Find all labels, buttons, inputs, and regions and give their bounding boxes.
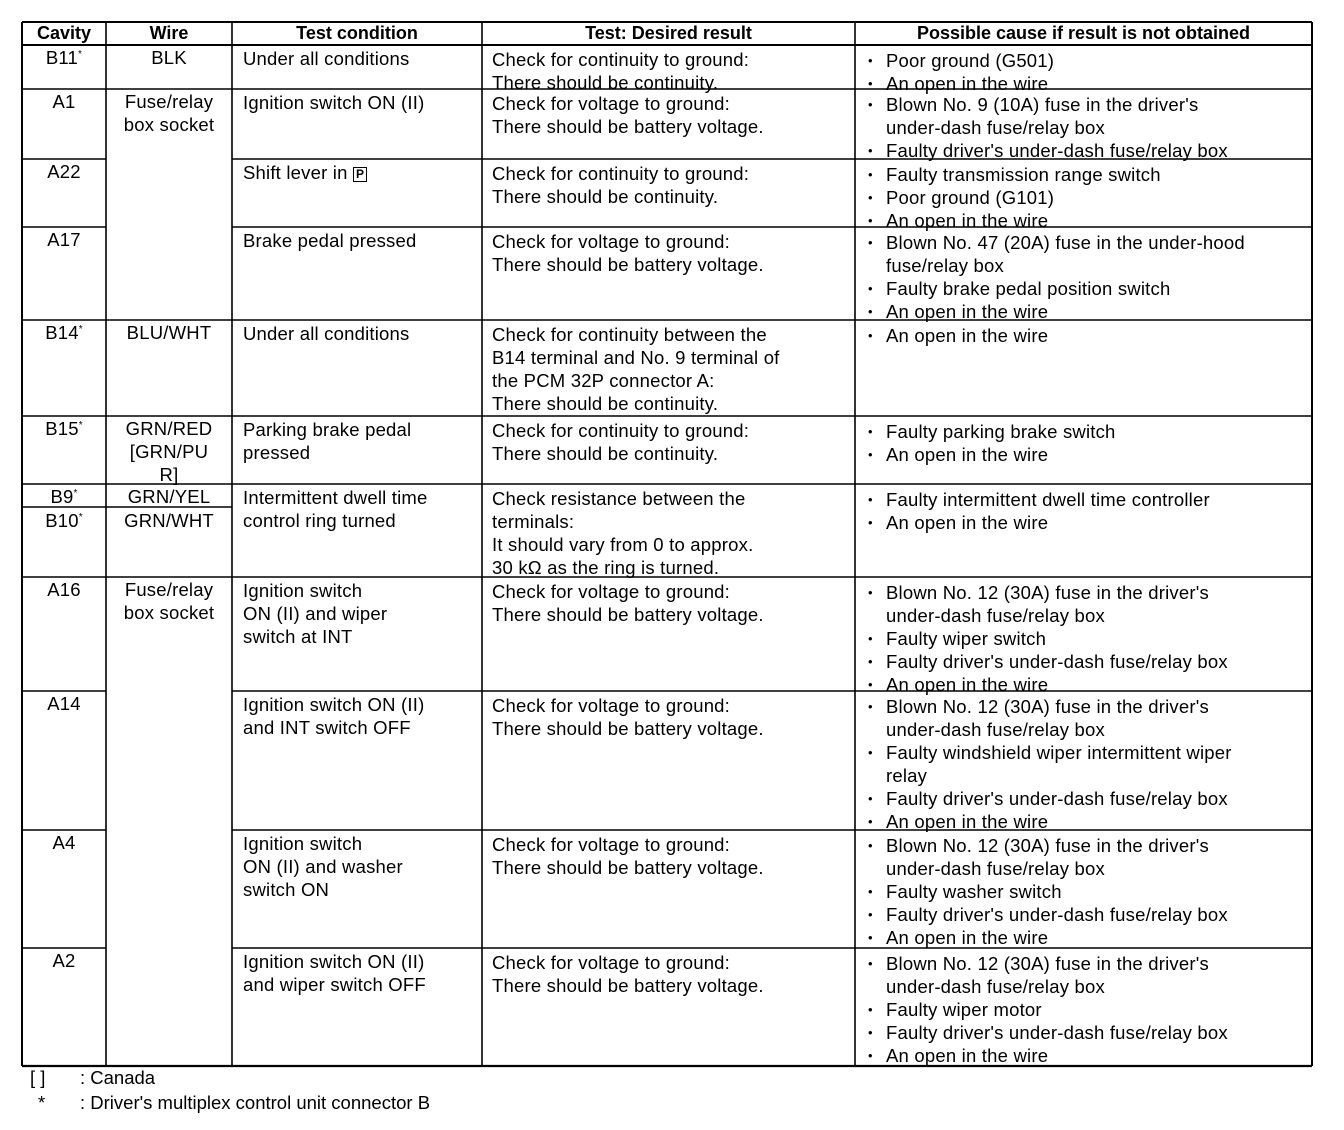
- test-condition-line: control ring turned: [243, 510, 396, 531]
- desired-result-line: There should be battery voltage.: [492, 718, 764, 739]
- possible-cause-line: Faulty washer switch: [886, 881, 1062, 902]
- test-condition-line: Shift lever in P: [243, 161, 367, 184]
- desired-result-line: Check resistance between the: [492, 488, 746, 509]
- possible-cause-line: relay: [886, 765, 928, 786]
- test-condition-line: switch ON: [243, 879, 330, 900]
- possible-cause-line: Poor ground (G501): [886, 50, 1055, 71]
- desired-result-line: B14 terminal and No. 9 terminal of: [492, 347, 780, 368]
- desired-result-line: 30 kΩ as the ring is turned.: [492, 557, 720, 578]
- cavity-cell: B14*: [45, 322, 83, 343]
- possible-cause-line: Blown No. 12 (30A) fuse in the driver's: [886, 582, 1209, 603]
- wire-cell: R]: [159, 464, 179, 485]
- cavity-cell: A1: [52, 91, 76, 112]
- bullet-icon: •: [868, 654, 873, 669]
- bullet-icon: •: [868, 699, 873, 714]
- desired-result-line: There should be continuity.: [492, 393, 719, 414]
- possible-cause-line: Faulty driver's under-dash fuse/relay box: [886, 651, 1228, 672]
- possible-cause-line: An open in the wire: [886, 73, 1049, 94]
- bullet-icon: •: [868, 791, 873, 806]
- possible-cause-line: under-dash fuse/relay box: [886, 976, 1105, 997]
- bullet-icon: •: [868, 838, 873, 853]
- possible-cause-line: Faulty wiper switch: [886, 628, 1047, 649]
- bullet-icon: •: [868, 1025, 873, 1040]
- footnote-marker: *: [73, 487, 78, 499]
- desired-result-line: There should be battery voltage.: [492, 116, 764, 137]
- desired-result-line: the PCM 32P connector A:: [492, 370, 715, 391]
- test-condition-line: Ignition switch ON (II): [243, 92, 425, 113]
- possible-cause-line: Blown No. 9 (10A) fuse in the driver's: [886, 94, 1199, 115]
- bullet-icon: •: [868, 745, 873, 760]
- desired-result-line: Check for voltage to ground:: [492, 834, 731, 855]
- test-condition-line: Ignition switch: [243, 580, 363, 601]
- possible-cause-line: Faulty intermittent dwell time controller: [886, 489, 1210, 510]
- header-test-condition: Test condition: [296, 23, 418, 43]
- wire-cell: BLU/WHT: [126, 322, 212, 343]
- footnote-marker: *: [78, 48, 83, 60]
- footnote-marker: *: [78, 511, 83, 523]
- possible-cause-line: Blown No. 47 (20A) fuse in the under-hood: [886, 232, 1245, 253]
- possible-cause-line: Faulty wiper motor: [886, 999, 1042, 1020]
- bullet-icon: •: [868, 235, 873, 250]
- bullet-icon: •: [868, 956, 873, 971]
- possible-cause-line: An open in the wire: [886, 674, 1049, 695]
- possible-cause-line: under-dash fuse/relay box: [886, 117, 1105, 138]
- test-condition-line: Ignition switch: [243, 833, 363, 854]
- header-wire: Wire: [149, 23, 189, 43]
- bullet-icon: •: [868, 167, 873, 182]
- desired-result-line: There should be continuity.: [492, 186, 719, 207]
- desired-result-line: terminals:: [492, 511, 575, 532]
- desired-result-line: Check for continuity to ground:: [492, 163, 750, 184]
- test-condition-line: ON (II) and washer: [243, 856, 403, 877]
- footnote-symbol: [ ]: [30, 1067, 46, 1088]
- bullet-icon: •: [868, 281, 873, 296]
- possible-cause-line: An open in the wire: [886, 210, 1049, 231]
- possible-cause-line: Faulty driver's under-dash fuse/relay box: [886, 904, 1228, 925]
- footnote-marker: *: [78, 419, 83, 431]
- cavity-cell: A4: [52, 832, 76, 853]
- test-condition-line: Brake pedal pressed: [243, 230, 417, 251]
- possible-cause-line: Faulty parking brake switch: [886, 421, 1116, 442]
- wire-cell: GRN/YEL: [127, 486, 211, 507]
- possible-cause-line: under-dash fuse/relay box: [886, 858, 1105, 879]
- wire-cell: [GRN/PU: [129, 441, 209, 462]
- bullet-icon: •: [868, 814, 873, 829]
- bullet-icon: •: [868, 424, 873, 439]
- test-condition-line: Parking brake pedal: [243, 419, 412, 440]
- desired-result-line: It should vary from 0 to approx.: [492, 534, 754, 555]
- desired-result-line: Check for continuity between the: [492, 324, 767, 345]
- wire-cell: Fuse/relay: [124, 579, 214, 600]
- bullet-icon: •: [868, 213, 873, 228]
- wire-cell: Fuse/relay: [124, 91, 214, 112]
- desired-result-line: Check for continuity to ground:: [492, 420, 750, 441]
- cavity-cell: B15*: [45, 418, 83, 439]
- cavity-cell: B11*: [45, 47, 83, 68]
- possible-cause-line: Faulty driver's under-dash fuse/relay box: [886, 788, 1228, 809]
- bullet-icon: •: [868, 631, 873, 646]
- wire-cell: box socket: [123, 114, 215, 135]
- bullet-icon: •: [868, 76, 873, 91]
- possible-cause-line: Faulty brake pedal position switch: [886, 278, 1171, 299]
- cavity-cell: A16: [47, 579, 81, 600]
- bullet-icon: •: [868, 53, 873, 68]
- wire-cell: box socket: [123, 602, 215, 623]
- test-condition-line: and INT switch OFF: [243, 717, 411, 738]
- desired-result-line: There should be battery voltage.: [492, 857, 764, 878]
- possible-cause-line: An open in the wire: [886, 325, 1049, 346]
- test-condition-line: Under all conditions: [243, 323, 410, 344]
- possible-cause-line: Faulty driver's under-dash fuse/relay box: [886, 140, 1228, 161]
- possible-cause-line: Poor ground (G101): [886, 187, 1055, 208]
- bullet-icon: •: [868, 328, 873, 343]
- bullet-icon: •: [868, 190, 873, 205]
- possible-cause-line: under-dash fuse/relay box: [886, 719, 1105, 740]
- possible-cause-line: An open in the wire: [886, 301, 1049, 322]
- desired-result-line: There should be battery voltage.: [492, 604, 764, 625]
- header-possible-cause: Possible cause if result is not obtained: [916, 23, 1251, 43]
- desired-result-line: There should be battery voltage.: [492, 975, 764, 996]
- test-condition-line: ON (II) and wiper: [243, 603, 388, 624]
- cavity-cell: B9*: [50, 486, 78, 507]
- possible-cause-line: An open in the wire: [886, 927, 1049, 948]
- bullet-icon: •: [868, 304, 873, 319]
- possible-cause-line: Blown No. 12 (30A) fuse in the driver's: [886, 696, 1209, 717]
- footnote-symbol: *: [38, 1092, 46, 1113]
- desired-result-line: Check for voltage to ground:: [492, 231, 731, 252]
- bullet-icon: •: [868, 585, 873, 600]
- possible-cause-line: An open in the wire: [886, 1045, 1049, 1066]
- bullet-icon: •: [868, 677, 873, 692]
- desired-result-line: Check for voltage to ground:: [492, 952, 731, 973]
- desired-result-line: There should be continuity.: [492, 72, 719, 93]
- test-condition-line: switch at INT: [243, 626, 353, 647]
- cavity-cell: B10*: [45, 510, 83, 531]
- cavity-cell: A17: [47, 229, 81, 250]
- possible-cause-line: Faulty windshield wiper intermittent wiper: [886, 742, 1232, 763]
- desired-result-line: Check for voltage to ground:: [492, 93, 731, 114]
- possible-cause-line: under-dash fuse/relay box: [886, 605, 1105, 626]
- test-condition-line: pressed: [243, 442, 311, 463]
- footnote-marker: *: [78, 323, 83, 335]
- test-condition-line: Under all conditions: [243, 48, 410, 69]
- test-condition-line: and wiper switch OFF: [243, 974, 426, 995]
- possible-cause-line: An open in the wire: [886, 811, 1049, 832]
- bullet-icon: •: [868, 907, 873, 922]
- bullet-icon: •: [868, 447, 873, 462]
- test-condition-line: Intermittent dwell time: [243, 487, 428, 508]
- desired-result-line: Check for voltage to ground:: [492, 581, 731, 602]
- wire-cell: BLK: [151, 47, 187, 68]
- test-condition-line: Ignition switch ON (II): [243, 951, 425, 972]
- test-condition-line: Ignition switch ON (II): [243, 694, 425, 715]
- desired-result-line: Check for voltage to ground:: [492, 695, 731, 716]
- cavity-cell: A22: [47, 161, 81, 182]
- cavity-cell: A2: [52, 950, 76, 971]
- desired-result-line: There should be continuity.: [492, 443, 719, 464]
- bullet-icon: •: [868, 143, 873, 158]
- bullet-icon: •: [868, 884, 873, 899]
- bullet-icon: •: [868, 97, 873, 112]
- possible-cause-line: An open in the wire: [886, 444, 1049, 465]
- desired-result-line: Check for continuity to ground:: [492, 49, 750, 70]
- bullet-icon: •: [868, 930, 873, 945]
- header-cavity: Cavity: [36, 23, 92, 43]
- wire-cell: GRN/WHT: [124, 510, 214, 531]
- bullet-icon: •: [868, 1048, 873, 1063]
- possible-cause-line: Faulty driver's under-dash fuse/relay box: [886, 1022, 1228, 1043]
- possible-cause-line: Blown No. 12 (30A) fuse in the driver's: [886, 835, 1209, 856]
- possible-cause-line: An open in the wire: [886, 512, 1049, 533]
- bullet-icon: •: [868, 1002, 873, 1017]
- shift-position-p-icon: P: [353, 167, 367, 182]
- bullet-icon: •: [868, 492, 873, 507]
- bullet-icon: •: [868, 515, 873, 530]
- cavity-cell: A14: [47, 693, 81, 714]
- footnote-text: : Canada: [80, 1067, 156, 1088]
- possible-cause-line: Faulty transmission range switch: [886, 164, 1161, 185]
- possible-cause-line: fuse/relay box: [886, 255, 1004, 276]
- possible-cause-line: Blown No. 12 (30A) fuse in the driver's: [886, 953, 1209, 974]
- desired-result-line: There should be battery voltage.: [492, 254, 764, 275]
- header-desired-result: Test: Desired result: [585, 23, 752, 43]
- wire-cell: GRN/RED: [125, 418, 213, 439]
- footnote-text: : Driver's multiplex control unit connector B: [80, 1092, 431, 1113]
